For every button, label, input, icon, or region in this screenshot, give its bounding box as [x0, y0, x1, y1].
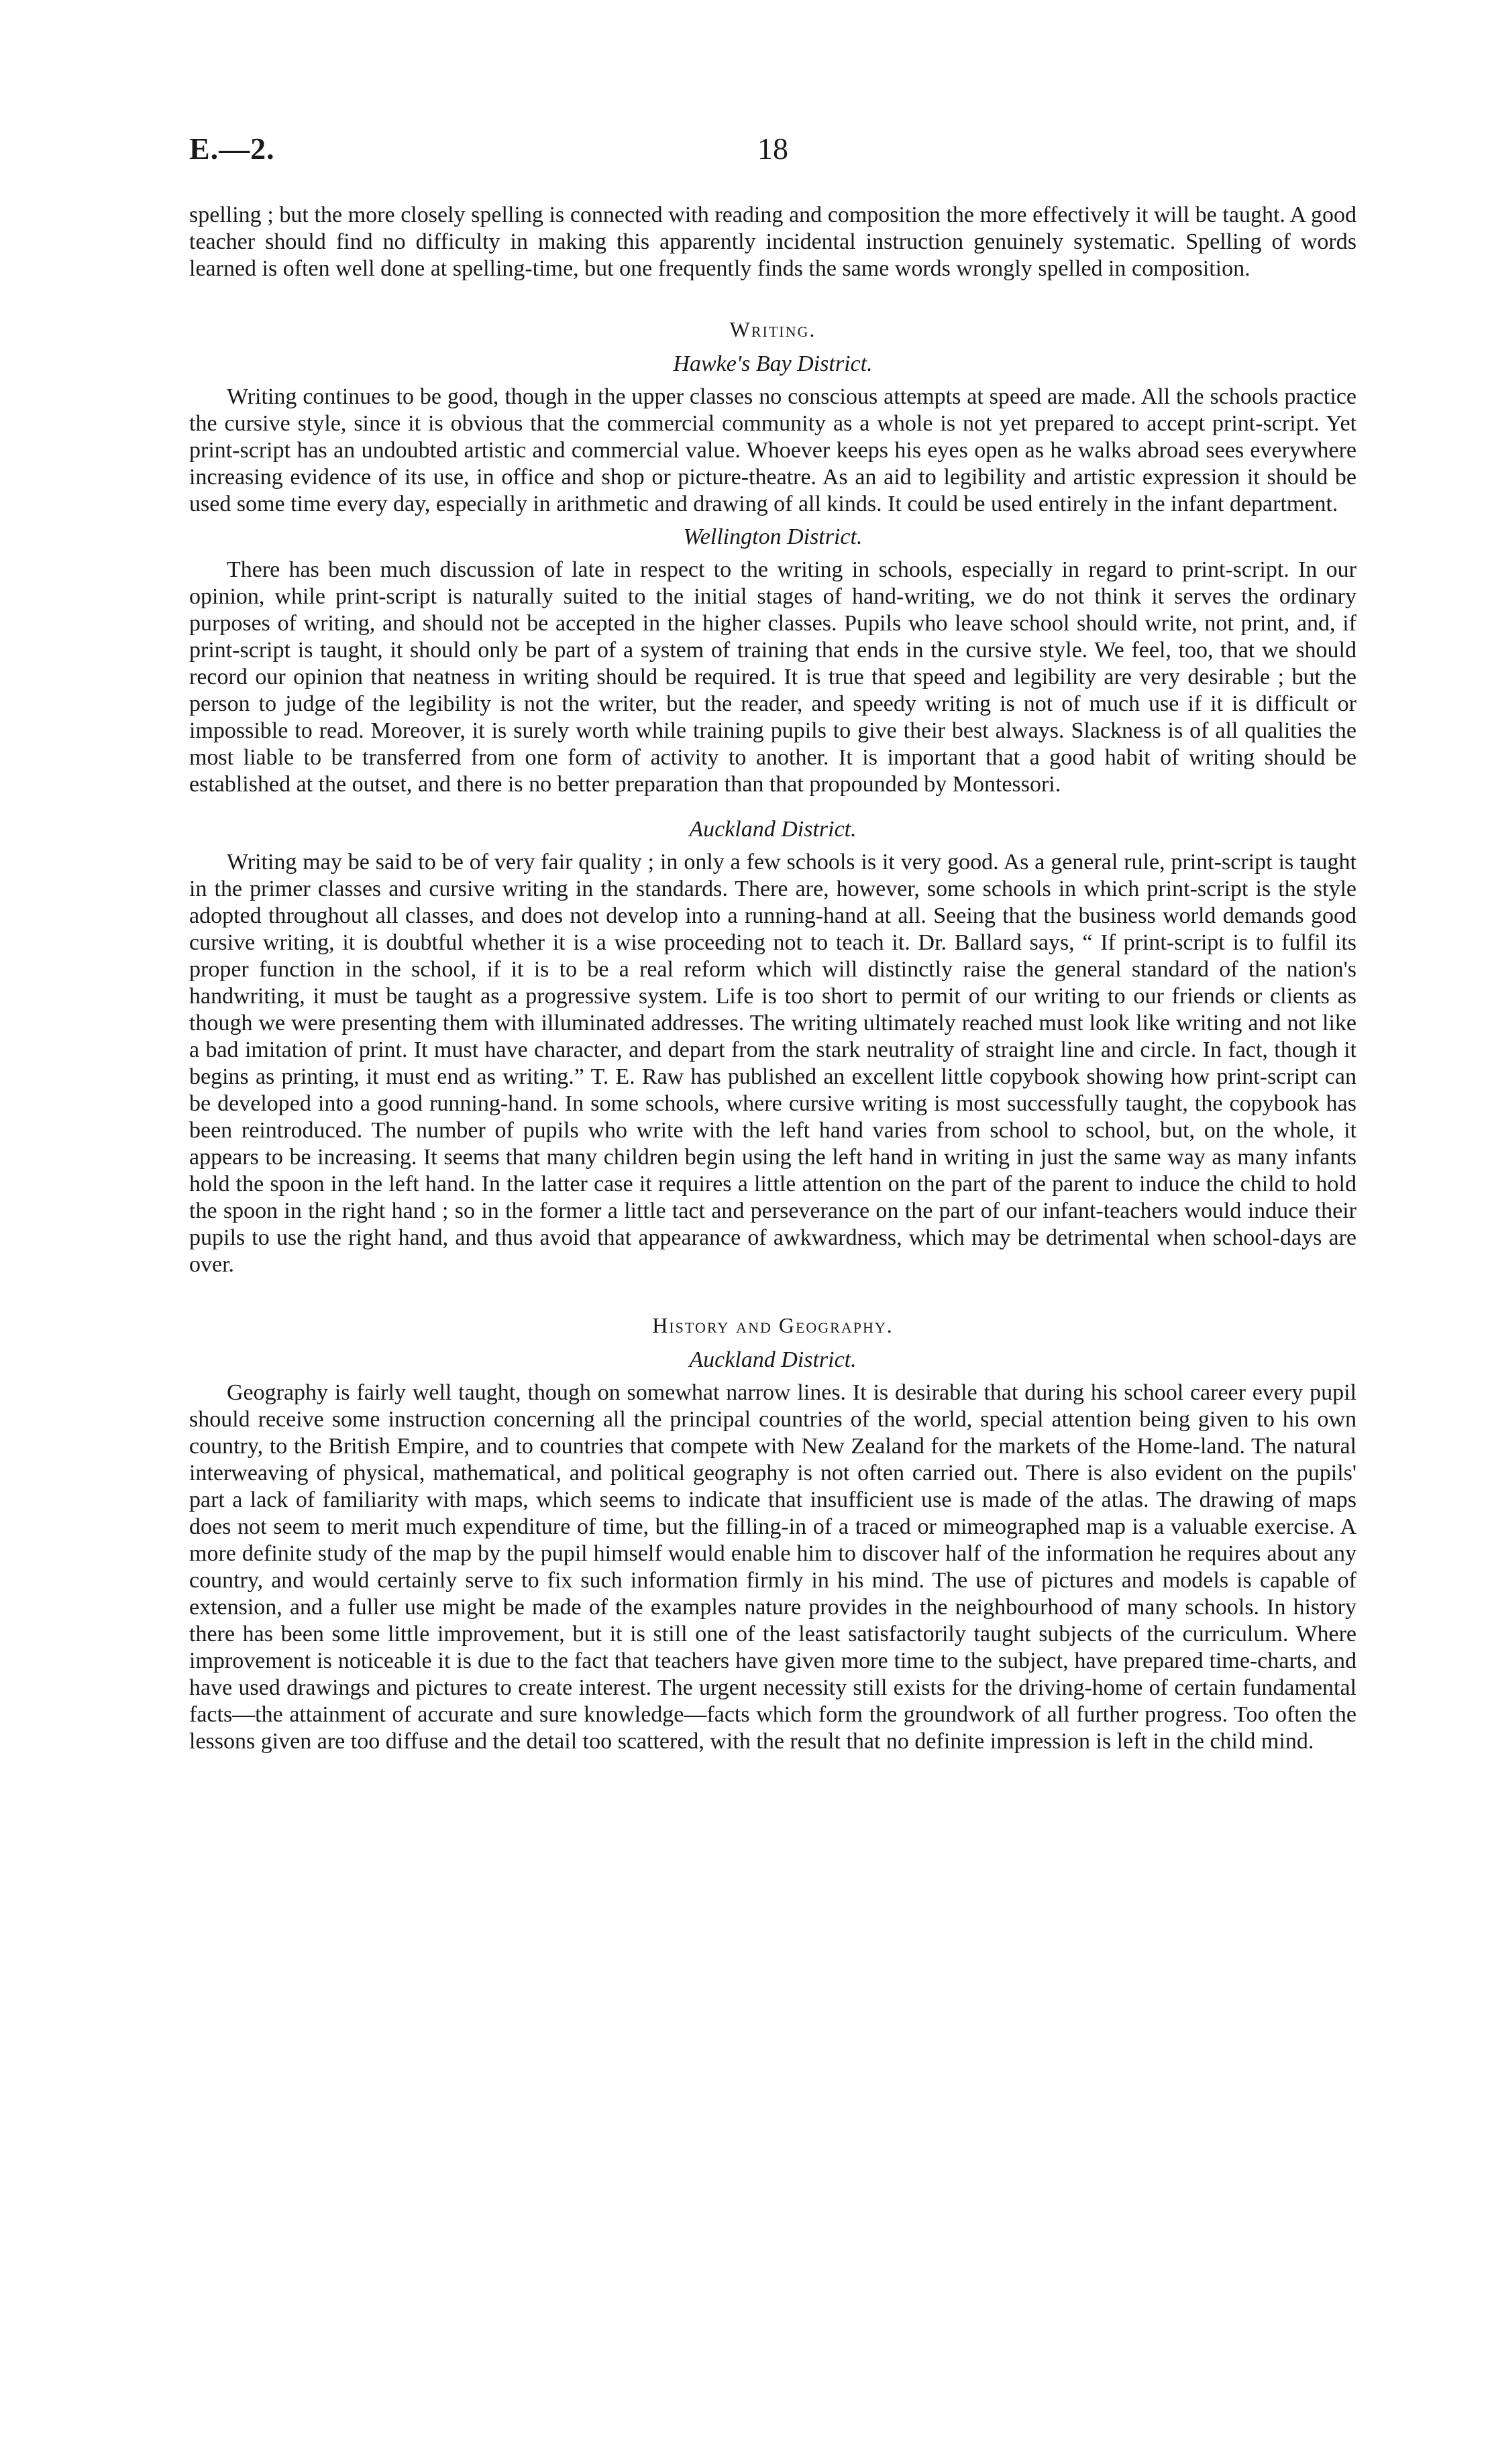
district-heading-wellington: Wellington District.	[683, 524, 863, 549]
paragraph-auckland-writing: Writing may be said to be of very fair quality ; in only a few schools is it very good. As a general rule, print-script is taught in the primer classes and cursive writing in the standards. There are, however, some schools in which print-script is the style adopted throughout all classes, and does not develop into a running-hand at all. Seeing that the business world demands good cursive writing, it is doubtful whether it is a wise proceeding not to teach it. Dr. Ballard says, “ If print-script is to fulfil its proper function in the school, if it is to be a real reform which will distinctly raise the general standard of the nation's handwriting, it must be taught as a progressive system. Life is too short to permit of our writing to our friends or clients as though we were presenting them with illuminated addresses. The writing ultimately reached must look like writing and not like a bad imitation of print. It must have character, and depart from the stark neutrality of straight line and circle. In fact, though it begins as printing, it must end as writing.” T. E. Raw has published an excellent little copybook showing how print-script can be developed into a good running-hand. In some schools, where cursive writing is most successfully taught, the copybook has been reintroduced. The number of pupils who write with the left hand varies from school to school, but, on the whole, it appears to be increasing. It seems that many children begin using the left hand in writing in just the same way as many infants hold the spoon in the left hand. In the latter case it requires a little attention on the part of the parent to induce the child to hold the spoon in the right hand ; so in the former a little tact and perseverance on the part of our infant-teachers would induce their pupils to use the right hand, and thus avoid that appearance of awkwardness, which may be detrimental when school-days are over.	[189, 850, 1356, 1277]
paragraph-spelling-continued: spelling ; but the more closely spelling is connected with reading and composition the more effectively it will be taught. A good teacher should find no difficulty in making this apparently incidental instruction genuinely systematic. Spelling of words learned is often well done at spelling-time, but one frequently finds the same words wrongly spelled in composition.	[189, 203, 1356, 281]
section-heading-writing: Writing.	[729, 317, 816, 341]
paragraph-wellington-writing: There has been much discussion of late in respect to the writing in schools, especially in regard to print-script. In our opinion, while print-script is naturally suited to the initial stages of hand-writing, we do not think it serves the ordinary purposes of writing, and should not be accepted in the higher classes. Pupils who leave school should write, not print, and, if print-script is taught, it should only be part of a system of training that ends in the cursive style. We feel, too, that we should record our opinion that neatness in writing should be required. It is true that speed and legibility are very desirable ; but the person to judge of the legibility is not the writer, but the reader, and speedy writing is not of much use if it is difficult or impossible to read. Moreover, it is surely worth while training pupils to give their best always. Slackness is of all qualities the most liable to be transferred from one form of activity to another. It is important that a good habit of writing should be established at the outset, and there is no better preparation than that propounded by Montessori.	[189, 557, 1356, 797]
document-page	[189, 131, 1356, 1755]
paragraph-auckland-history-geography: Geography is fairly well taught, though on somewhat narrow lines. It is desirable that during his school career every pupil should receive some instruction concerning all the principal countries of the world, special attention being given to his own country, to the British Empire, and to countries that compete with New Zealand for the markets of the Home-land. The natural interweaving of physical, mathematical, and political geography is not often carried out. There is also evident on the pupils' part a lack of familiarity with maps, which seems to indicate that insufficient use is made of the atlas. The drawing of maps does not seem to merit much expenditure of time, but the filling-in of a traced or mimeographed map is a valuable exercise. A more definite study of the map by the pupil himself would enable him to discover half of the information he requires about any country, and would certainly serve to fix such information firmly in his mind. The use of pictures and models is capable of extension, and a fuller use might be made of the examples nature provides in the neighbourhood of many schools. In history there has been some little improvement, but it is still one of the least satisfactorily taught subjects of the curriculum. Where improvement is noticeable it is due to the fact that teachers have given more time to the subject, have prepared time-charts, and have used drawings and pictures to create interest. The urgent necessity still exists for the driving-home of certain fundamental facts—the attainment of accurate and sure knowledge—facts which form the groundwork of all further progress. Too often the lessons given are too diffuse and the detail too scattered, with the result that no definite impression is left in the child mind.	[189, 1380, 1356, 1754]
page-number: 18	[757, 131, 788, 166]
running-header	[189, 131, 1356, 171]
section-heading-history-geography: History and Geography.	[652, 1313, 894, 1337]
document-code: E.—2.	[189, 131, 275, 166]
district-heading-auckland-history: Auckland District.	[689, 1347, 857, 1372]
district-heading-auckland-writing: Auckland District.	[689, 817, 857, 842]
district-heading-hawkes-bay: Hawke's Bay District.	[673, 351, 873, 376]
paragraph-hawkes-bay-writing: Writing continues to be good, though in the upper classes no conscious attempts at speed are made. All the schools practice the cursive style, since it is obvious that the commercial community as a whole is not yet prepared to accept print-script. Yet print-script has an undoubted artistic and commercial value. Whoever keeps his eyes open as he walks abroad sees everywhere increasing evidence of its use, in office and shop or picture-theatre. As an aid to legibility and artistic expression it should be used some time every day, especially in arithmetic and drawing of all kinds. It could be used entirely in the infant department.	[189, 384, 1356, 516]
